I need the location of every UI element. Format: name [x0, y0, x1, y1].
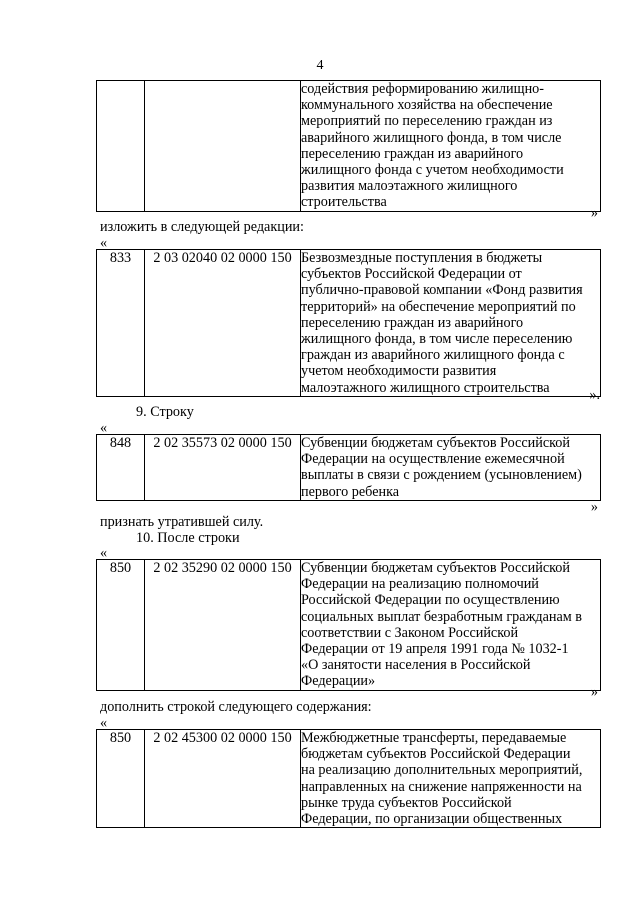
row-code-2: 2 02 35573 02 0000 150	[145, 435, 301, 501]
description-line: коммунального хозяйства на обеспечение	[301, 97, 553, 114]
closing-quote: »	[590, 499, 598, 515]
opening-quote: «	[100, 545, 108, 561]
opening-quote: «	[100, 715, 108, 731]
instruction-priznat: признать утратившей силу.	[100, 514, 264, 530]
description-line: граждан из аварийного жилищного фонда с	[301, 347, 565, 364]
description-line: направленных на снижение напряженности на	[301, 778, 582, 795]
row-code-1: 850	[97, 560, 145, 691]
row-code-1: 833	[97, 250, 145, 397]
description-line: выплаты в связи с рождением (усыновлением)	[301, 467, 582, 484]
item-10-heading: 10. После строки	[136, 530, 240, 546]
description-line: переселению граждан из аварийного	[301, 145, 524, 162]
item-9-heading: 9. Строку	[136, 404, 194, 420]
description-line: развития малоэтажного жилищного	[301, 178, 518, 195]
description-line: Федерации на осуществление ежемесячной	[301, 451, 565, 468]
description-line: Российской Федерации по осуществлению	[301, 592, 560, 609]
description-line: Федерации, по организации общественных	[301, 811, 563, 828]
description-line: аварийного жилищного фонда, в том числе	[301, 129, 562, 146]
description-line: Безвозмездные поступления в бюджеты	[301, 250, 543, 266]
row-code-2: 2 02 35290 02 0000 150	[145, 560, 301, 691]
table-row-continuation	[96, 80, 601, 212]
table-row-848	[96, 434, 601, 501]
row-description	[301, 435, 601, 501]
row-code-2: 2 03 02040 02 0000 150	[145, 250, 301, 397]
description-line: содействия реформированию жилищно-	[301, 81, 544, 97]
description-line: на реализацию дополнительных мероприятий,	[301, 762, 583, 779]
row-code-2: 2 02 45300 02 0000 150	[145, 730, 301, 828]
row-description	[301, 560, 601, 691]
row-description	[301, 81, 601, 212]
row-code-1: 848	[97, 435, 145, 501]
description-line: Федерации»	[301, 673, 376, 690]
closing-quote: »	[590, 205, 598, 221]
description-line: жилищного фонда с учетом необходимости	[301, 162, 564, 179]
table-row-833	[96, 249, 601, 397]
description-line: субъектов Российской Федерации от	[301, 266, 522, 283]
opening-quote: «	[100, 420, 108, 436]
description-line: переселению граждан из аварийного	[301, 314, 524, 331]
page-number: 4	[316, 58, 324, 73]
description-line: «О занятости населения в Российской	[301, 657, 531, 674]
row-code-1	[97, 81, 145, 212]
description-line: Федерации на реализацию полномочий	[301, 576, 539, 593]
description-line: Субвенции бюджетам субъектов Российской	[301, 560, 570, 576]
instruction-izlozhit: изложить в следующей редакции:	[100, 219, 304, 235]
table-row-850-b	[96, 729, 601, 828]
opening-quote: «	[100, 235, 108, 251]
description-line: рынке труда субъектов Российской	[301, 794, 512, 811]
description-line: соответствии с Законом Российской	[301, 624, 519, 641]
closing-quote: »	[590, 684, 598, 700]
description-line: малоэтажного жилищного строительства	[301, 379, 550, 396]
description-line: социальных выплат безработным гражданам в	[301, 608, 583, 625]
description-line: публично-правовой компании «Фонд развития	[301, 282, 583, 299]
closing-quote-period: ».	[589, 387, 600, 403]
description-line: первого ребенка	[301, 483, 400, 500]
description-line: мероприятий по переселению граждан из	[301, 113, 553, 130]
table-row-850-a	[96, 559, 601, 691]
instruction-dopolnit: дополнить строкой следующего содержания:	[100, 699, 372, 715]
description-line: Федерации от 19 апреля 1991 года № 1032-1	[301, 641, 569, 658]
row-code-1: 850	[97, 730, 145, 828]
row-code-2	[145, 81, 301, 212]
description-line: учетом необходимости развития	[301, 363, 497, 380]
description-line: Субвенции бюджетам субъектов Российской	[301, 435, 570, 451]
description-line: строительства	[301, 194, 387, 211]
description-line: Межбюджетные трансферты, передаваемые	[301, 730, 567, 746]
description-line: территорий» на обеспечение мероприятий по	[301, 298, 576, 315]
description-line: жилищного фонда, в том числе переселению	[301, 331, 573, 348]
row-description	[301, 730, 601, 828]
description-line: бюджетам субъектов Российской Федерации	[301, 746, 571, 763]
row-description	[301, 250, 601, 397]
